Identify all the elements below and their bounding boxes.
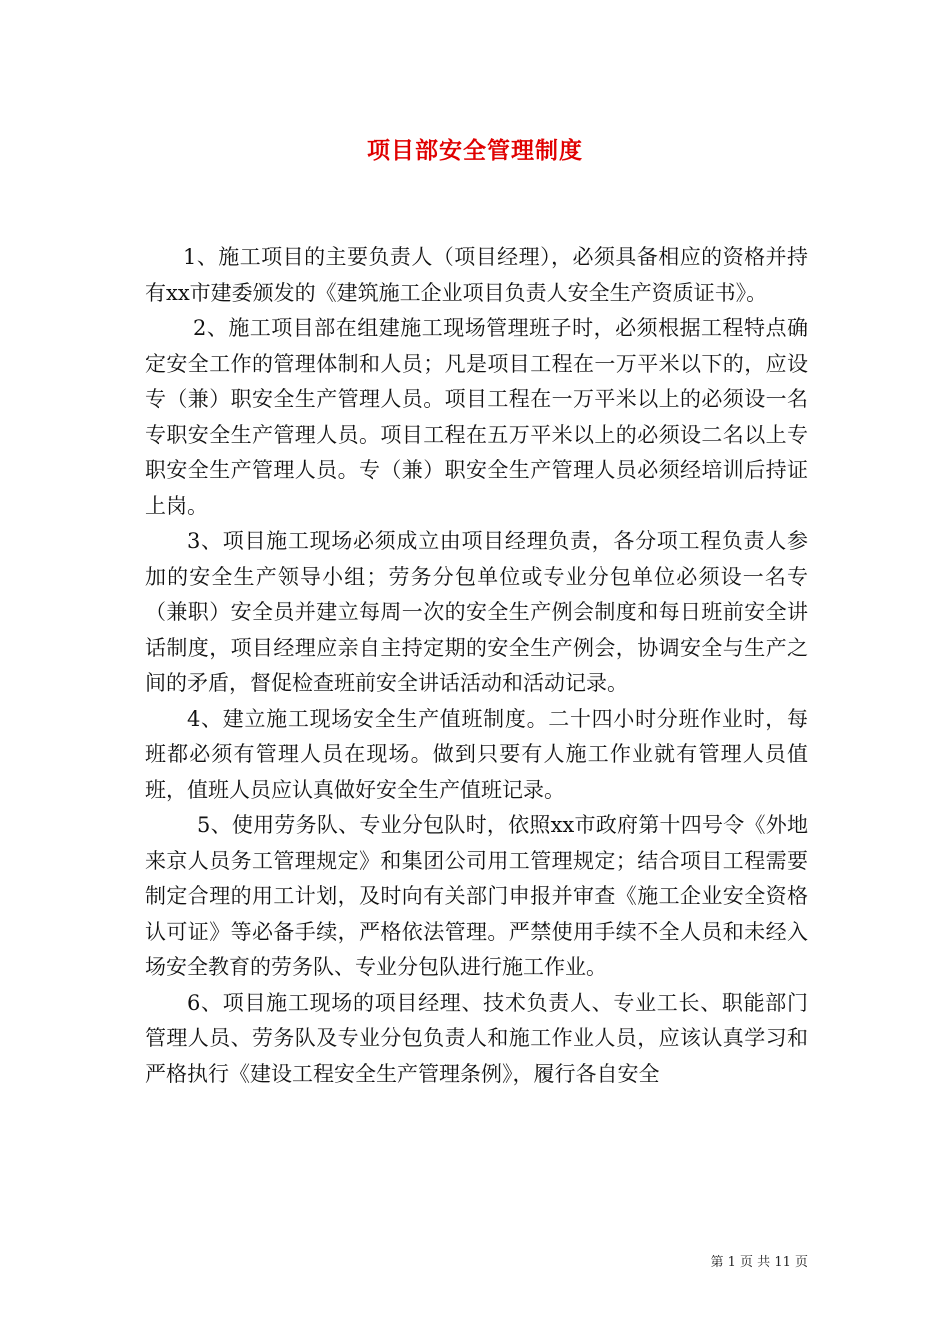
paragraph-2: 2、施工项目部在组建施工现场管理班子时，必须根据工程特点确定安全工作的管理体制和人员；凡是项目工程在一万平米以下的，应设专（兼）职安全生产管理人员。项目工程在一万平米以上的必须设一名专职安全生产管理人员。项目工程在五万平米以上的必须设二名以上专职安全生产管理人员。专（兼）职安全生产管理人员必须经培训后持证上岗。 (145, 316, 808, 518)
paragraph-1: 1、施工项目的主要负责人（项目经理），必须具备相应的资格并持有xx市建委颁发的《建筑施工企业项目负责人安全生产资质证书》。 (145, 245, 808, 305)
page-number-footer: 第 1 页 共 11 页 (710, 1255, 808, 1270)
paragraph-6: 6、项目施工现场的项目经理、技术负责人、专业工长、职能部门管理人员、劳务队及专业分包负责人和施工作业人员，应该认真学习和严格执行《建设工程安全生产管理条例》，履行各自安全 (145, 990, 808, 1086)
page-title: 项目部安全管理制度 (367, 138, 583, 164)
document-body (145, 240, 808, 1092)
paragraph-3: 3、项目施工现场必须成立由项目经理负责，各分项工程负责人参加的安全生产领导小组；劳务分包单位或专业分包单位必须设一名专（兼职）安全员并建立每周一次的安全生产例会制度和每日班前安全讲话制度，项目经理应亲自主持定期的安全生产例会，协调安全与生产之间的矛盾，督促检查班前安全讲话活动和活动记录。 (145, 529, 808, 695)
paragraph-5: 5、使用劳务队、专业分包队时，依照xx市政府第十四号令《外地来京人员务工管理规定》和集团公司用工管理规定；结合项目工程需要制定合理的用工计划，及时向有关部门申报并审查《施工企业安全资格认可证》等必备手续，严格依法管理。严禁使用手续不全人员和未经入场安全教育的劳务队、专业分包队进行施工作业。 (145, 813, 808, 979)
paragraph-4: 4、建立施工现场安全生产值班制度。二十四小时分班作业时，每班都必须有管理人员在现场。做到只要有人施工作业就有管理人员值班，值班人员应认真做好安全生产值班记录。 (145, 706, 808, 802)
